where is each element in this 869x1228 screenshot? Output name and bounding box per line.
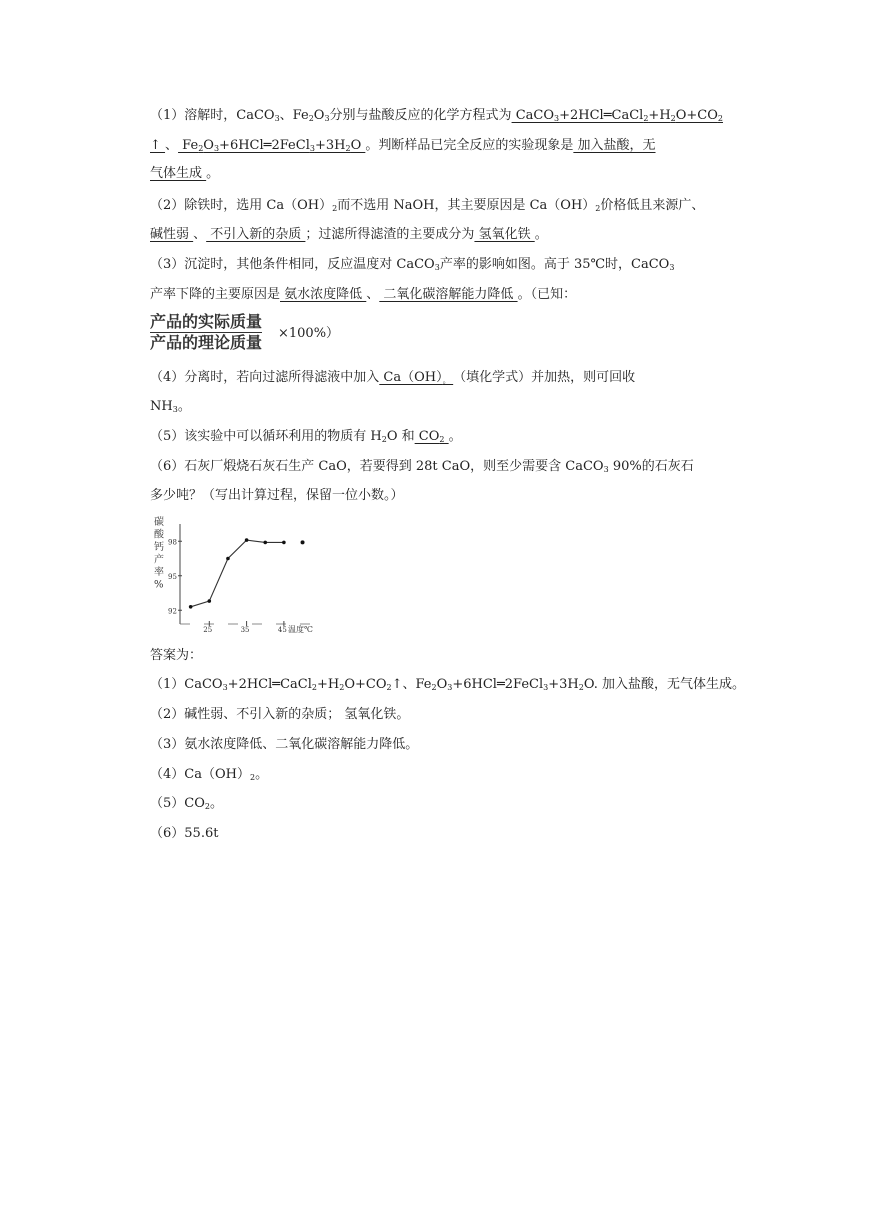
y-tick-label: 92	[168, 607, 177, 616]
yield-formula	[150, 312, 340, 352]
q2-line-2: 碱性弱 、 不引入新的杂质 ；过滤所得滤渣的主要成分为 氢氧化铁 。	[150, 227, 548, 242]
series-line	[191, 540, 284, 607]
y-tick-label: 98	[168, 538, 177, 547]
x-axis-label: 温度℃	[288, 625, 313, 634]
q3-line-2: 产率下降的主要原因是 氨水浓度降低 、 二氧化碳溶解能力降低 。（已知：	[150, 287, 577, 302]
q1-line-3: 气体生成 。	[150, 166, 220, 181]
answer-1: $(1)CaCO_3+2HCl═CaCl_2+H_2O+CO_2↑$、$Fe_2O_3+6HCl═2FeCl_3+3H_2O$. 加入盐酸，无气体生成。	[150, 677, 746, 692]
q4-line-2: $NH_3$。	[150, 399, 191, 414]
data-point	[263, 541, 267, 545]
q4-line-1: （4）分离时，若向过滤所得滤液中加入 $Ca(OH)_。$ （填化学式）并加热，则可回收	[150, 370, 636, 385]
x-tick-label: 45	[277, 626, 287, 634]
q5-line: （5）该实验中可以循环利用的物质有 $H_2O$ 和 $CO_2$ 。	[150, 429, 462, 444]
data-point	[226, 557, 230, 561]
answer-5: $(5)CO_2$。	[150, 796, 223, 811]
y-axis-label-char: 率	[154, 567, 164, 578]
y-axis-label-char: 钙	[154, 542, 164, 553]
y-axis-label-char: 碳	[154, 517, 164, 528]
data-point	[245, 538, 249, 542]
yield-temperature-chart	[150, 516, 335, 636]
answer-4: $(4)Ca(OH)_2$。	[150, 767, 269, 782]
answer-2: （2）碱性弱、不引入新的杂质； 氢氧化铁。	[150, 707, 410, 722]
y-axis-label-char: 产	[154, 554, 164, 566]
data-point	[282, 541, 286, 545]
q1-line-2: ↑ 、 $Fe_2O_3+6HCl═2FeCl_3+3H_2O$ 。判断样品已完全反应的实验现象是 加入盐酸，无	[150, 138, 656, 153]
y-tick-label: 95	[168, 572, 177, 581]
answer-6: （6）55.6t	[150, 826, 219, 841]
x-tick-label: 25	[203, 626, 213, 634]
data-point	[189, 605, 193, 609]
formula-suffix: ×100%）	[278, 326, 340, 341]
data-point	[207, 599, 211, 603]
formula-denominator: 产品的理论质量	[150, 333, 263, 352]
x-tick-label: 35	[240, 626, 250, 634]
y-axis-label-char: 酸	[154, 529, 164, 541]
q3-line-1: （3）沉淀时，其他条件相同，反应温度对 CaCO$_3$产率的影响如图。高于 35℃时，CaCO$_3$	[150, 257, 675, 272]
q1-line-1: （1）溶解时，CaCO$_3$、$Fe_2O_3$分别与盐酸反应的化学方程式为 $CaCO_3+2HCl═CaCl_2+H_2O+CO_2$	[150, 108, 723, 123]
q2-line-1: （2）除铁时，选用 $Ca(OH)_2$而不选用 NaOH，其主要原因是 $Ca(OH)_2$价格低且来源广、	[150, 198, 705, 213]
isolated-data-point	[301, 540, 305, 544]
q6-line-1: （6）石灰厂煅烧石灰石生产 CaO，若要得到 28t CaO，则至少需要含 CaCO$_3$ 90%的石灰石	[150, 459, 694, 474]
formula-numerator: 产品的实际质量	[150, 312, 263, 331]
y-axis-label-char: %	[154, 579, 164, 591]
q6-line-2: 多少吨？（写出计算过程，保留一位小数。）	[150, 488, 404, 503]
answer-3: （3）氨水浓度降低、二氧化碳溶解能力降低。	[150, 737, 419, 752]
answers-heading: 答案为：	[150, 648, 203, 663]
